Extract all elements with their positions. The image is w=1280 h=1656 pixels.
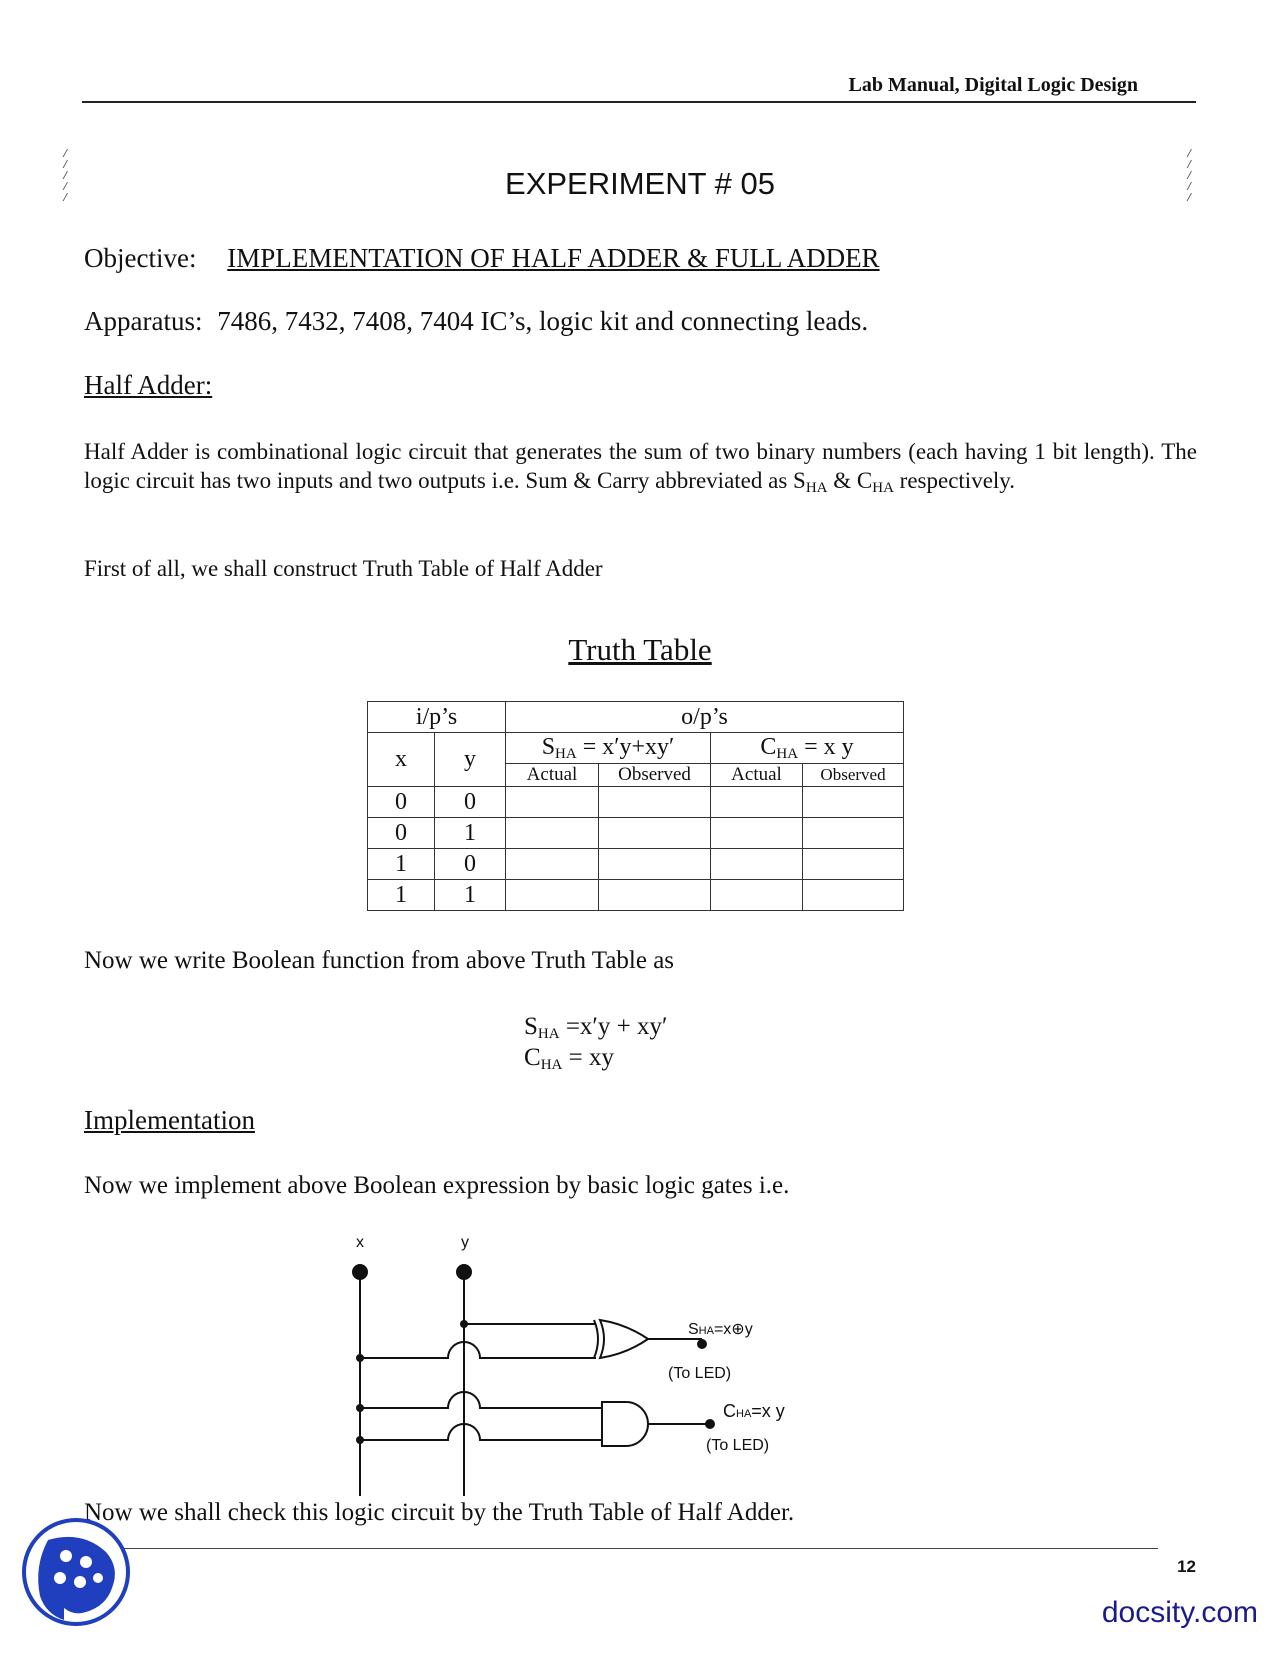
cell-x: 0: [368, 818, 435, 849]
cell-carry-observed[interactable]: [803, 880, 904, 911]
sum-to-led-label: (To LED): [668, 1365, 732, 1382]
column-x: x: [368, 733, 435, 787]
apparatus-value: 7486, 7432, 7408, 7404 IC’s, logic kit and connecting leads.: [217, 306, 869, 336]
page-number: 12: [1177, 1557, 1196, 1576]
sum-symbol: $S_{HA}$: [793, 468, 828, 496]
cell-y: 1: [435, 880, 506, 911]
cell-sum-observed[interactable]: [599, 818, 711, 849]
sum-actual-header: Actual: [506, 764, 599, 787]
cell-y: 0: [435, 849, 506, 880]
implementation-intro: Now we implement above Boolean expression by basic logic gates i.e.: [84, 1172, 790, 1199]
apparatus-row: [84, 306, 868, 337]
sum-output-node[interactable]: [697, 1339, 707, 1349]
cell-sum-actual[interactable]: [506, 880, 599, 911]
cell-sum-observed[interactable]: [599, 880, 711, 911]
check-text: Now we shall check this logic circuit by the Truth Table of Half Adder.: [84, 1499, 795, 1526]
sum-column-header: $S_{HA} = x'y+xy'$: [506, 733, 711, 764]
cell-carry-observed[interactable]: [803, 787, 904, 818]
right-decoration: / / / / /: [1186, 149, 1192, 205]
column-y: y: [435, 733, 506, 787]
half-adder-description: [84, 437, 1197, 503]
table-row: [368, 880, 904, 911]
header-title: Lab Manual, Digital Logic Design: [848, 74, 1138, 96]
input-y-label: y: [461, 1234, 469, 1251]
docsity-logo-icon[interactable]: [20, 1516, 132, 1628]
footer-divider: [82, 1548, 1158, 1549]
cell-carry-actual[interactable]: [711, 849, 803, 880]
carry-output-node[interactable]: [705, 1419, 715, 1429]
construct-text: First of all, we shall construct Truth Table of Half Adder: [84, 556, 603, 581]
objective-value: IMPLEMENTATION OF HALF ADDER & FULL ADDER: [227, 243, 880, 273]
description-end: respectively.: [899, 468, 1016, 493]
cell-carry-observed[interactable]: [803, 849, 904, 880]
header-divider: [82, 101, 1196, 103]
truth-table: [367, 701, 904, 911]
objective-row: [84, 243, 880, 274]
carry-observed-header: Observed: [803, 764, 904, 787]
experiment-title: EXPERIMENT # 05: [505, 166, 775, 201]
table-row: [368, 787, 904, 818]
cell-sum-actual[interactable]: [506, 818, 599, 849]
cell-y: 1: [435, 818, 506, 849]
sum-output-label: SHA=x⊕y: [688, 1321, 753, 1338]
cell-x: 1: [368, 849, 435, 880]
half-adder-heading: Half Adder:: [84, 370, 213, 400]
table-row: [368, 849, 904, 880]
cell-carry-observed[interactable]: [803, 818, 904, 849]
cell-sum-observed[interactable]: [599, 787, 711, 818]
carry-to-led-label: (To LED): [706, 1437, 770, 1454]
left-decoration: / / / / /: [62, 149, 68, 205]
cell-y: 0: [435, 787, 506, 818]
half-adder-circuit: [330, 1230, 830, 1500]
boolean-intro: Now we write Boolean function from above Truth Table as: [84, 947, 675, 974]
apparatus-label: Apparatus:: [84, 306, 203, 336]
sum-formula: $S_{HA} =x'y + xy'$: [524, 1013, 668, 1042]
cell-carry-actual[interactable]: [711, 880, 803, 911]
cell-x: 1: [368, 880, 435, 911]
ampersand: &: [833, 468, 852, 493]
input-x-label: x: [356, 1234, 364, 1251]
cell-sum-actual[interactable]: [506, 849, 599, 880]
docsity-brand-link[interactable]: docsity.com: [1101, 1596, 1258, 1629]
cell-sum-observed[interactable]: [599, 849, 711, 880]
carry-symbol: $C_{HA}$: [856, 468, 894, 496]
objective-label: Objective:: [84, 243, 197, 273]
cell-sum-actual[interactable]: [506, 787, 599, 818]
cell-carry-actual[interactable]: [711, 818, 803, 849]
carry-output-label: CHA=x y: [723, 1401, 785, 1421]
inputs-header: i/p’s: [368, 702, 506, 733]
implementation-heading: Implementation: [84, 1105, 255, 1135]
input-y-node[interactable]: [456, 1264, 472, 1280]
input-x-node[interactable]: [352, 1264, 368, 1280]
truth-table-title: Truth Table: [568, 632, 712, 667]
sum-observed-header: Observed: [599, 764, 711, 787]
description-text: Half Adder is combinational logic circuit that generates the sum of two binary numbers (each having 1 bit length). The logic circuit has two inputs and two outputs i.e. Sum & Carry abbreviated as: [84, 439, 1197, 493]
table-row: [368, 818, 904, 849]
carry-column-header: $C_{HA} = x$ y: [711, 733, 904, 764]
cell-carry-actual[interactable]: [711, 787, 803, 818]
carry-actual-header: Actual: [711, 764, 803, 787]
outputs-header: o/p’s: [506, 702, 904, 733]
carry-formula: $C_{HA}$ = xy: [524, 1044, 614, 1073]
cell-x: 0: [368, 787, 435, 818]
